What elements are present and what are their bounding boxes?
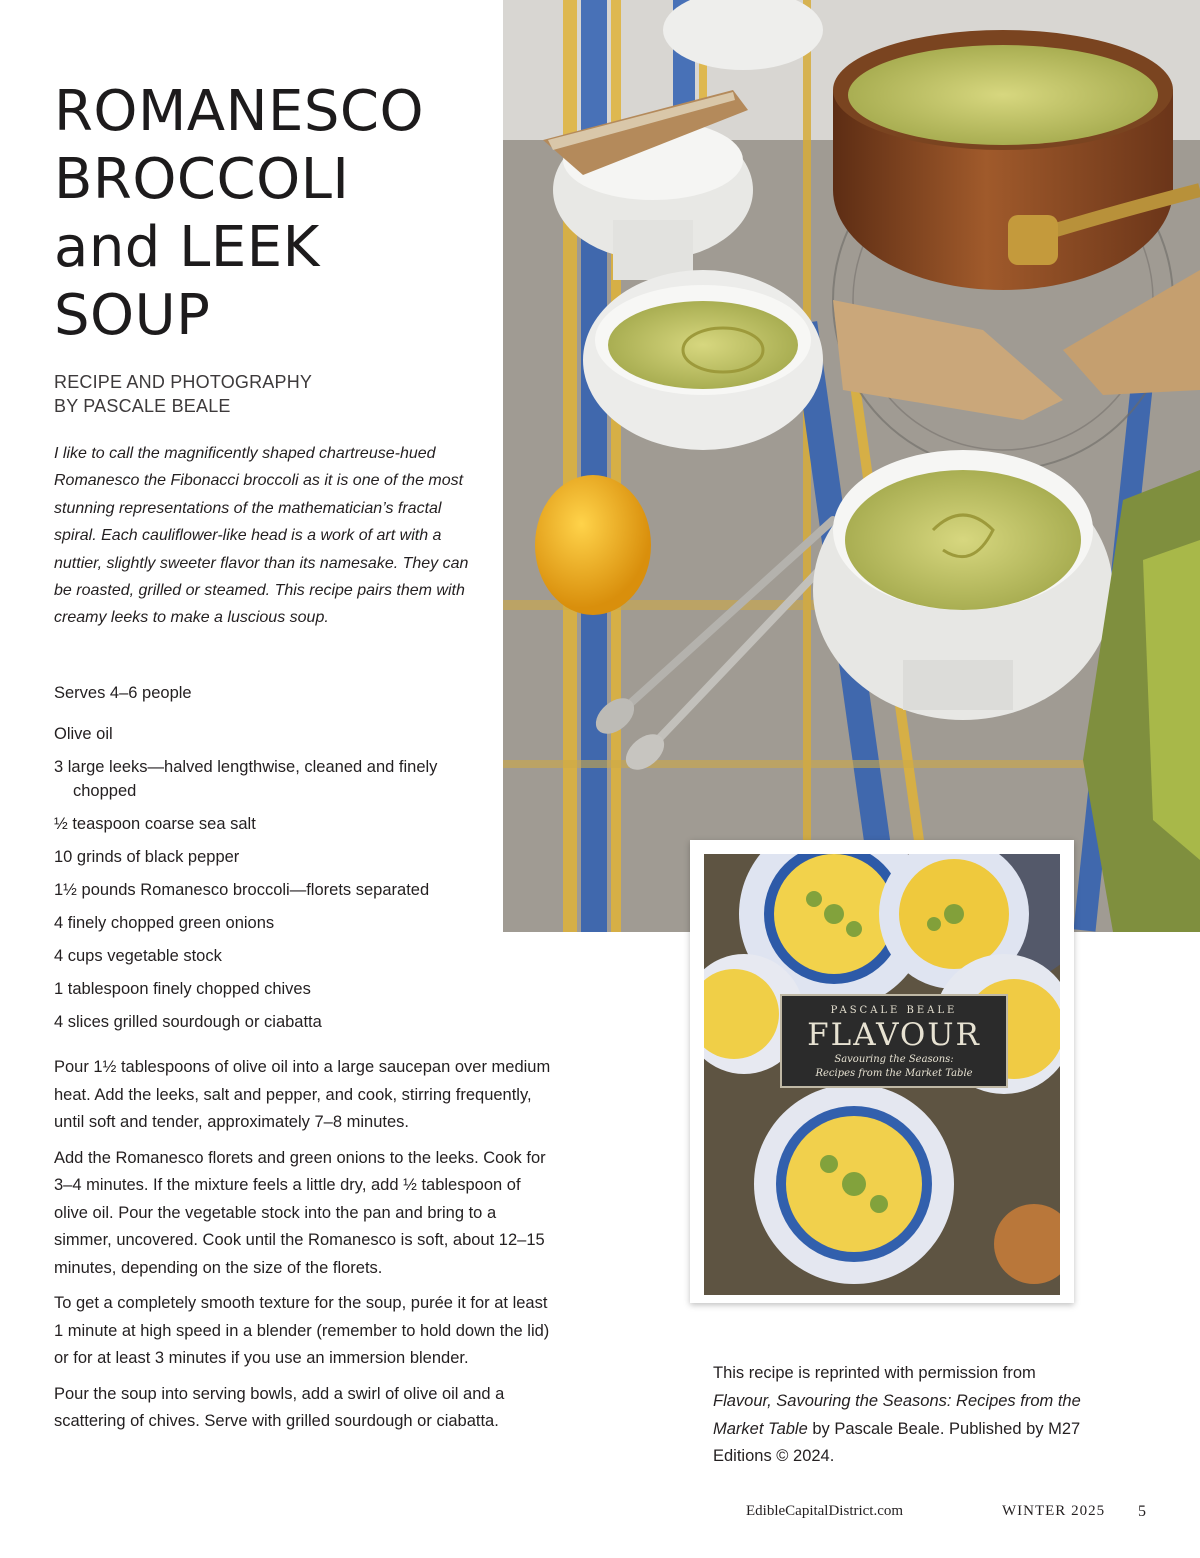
footer-website: EdibleCapitalDistrict.com <box>746 1503 904 1519</box>
book-author: PASCALE BEALE <box>830 1005 958 1016</box>
ingredient-item: 4 finely chopped green onions <box>54 914 275 932</box>
title-line: ROMANESCO <box>54 79 425 144</box>
serves-count: Serves 4–6 people <box>54 684 192 702</box>
book-cover-image <box>704 854 1060 1295</box>
footer-issue: WINTER 2025 <box>1002 1503 1106 1519</box>
book-title: FLAVOUR <box>807 1017 981 1053</box>
title-line: and LEEK <box>54 215 320 280</box>
book-cover <box>690 840 1074 1303</box>
title-line: SOUP <box>54 283 211 348</box>
method-step: Add the Romanesco florets and green onions to the leeks. Cook for 3–4 minutes. If the mixture feels a little dry, add ½ tablespoon of olive oil. Pour the vegetable stock into the pan and bring to a simmer, uncovered. Cook until the Romanesco is soft, about 12–15 minutes, depending on the size of the florets. <box>54 1148 546 1277</box>
method-step: Pour 1½ tablespoons of olive oil into a large saucepan over medium heat. Add the leeks, salt and pepper, and cook, stirring frequently, until soft and tender, approximately 7–8 minutes. <box>54 1058 551 1131</box>
byline-line: RECIPE AND PHOTOGRAPHY <box>54 372 313 392</box>
ingredient-item: 4 cups vegetable stock <box>54 947 222 965</box>
ingredient-item: 1 tablespoon finely chopped chives <box>54 980 311 998</box>
ingredient-item: 1½ pounds Romanesco broccoli—florets separated <box>54 881 430 899</box>
ingredient-list <box>54 722 484 1043</box>
credit-prefix: This recipe is reprinted with permission from <box>713 1364 1036 1382</box>
byline-line: BY PASCALE BEALE <box>54 396 231 416</box>
reprint-credit <box>713 1360 1083 1471</box>
method-step: Pour the soup into serving bowls, add a swirl of olive oil and a scattering of chives. Serve with grilled sourdough or ciabatta. <box>54 1384 505 1430</box>
credit-book-title: Flavour, Savouring the Seasons: Recipes from the Market Table <box>713 1391 1081 1438</box>
book-title-plaque <box>780 994 1008 1088</box>
title-line: BROCCOLI <box>54 147 350 212</box>
credit-suffix: by Pascale Beale. Published by M27 Editions © 2024. <box>713 1419 1081 1466</box>
ingredient-item: 4 slices grilled sourdough or ciabatta <box>54 1013 322 1031</box>
page-number: 5 <box>1138 1503 1146 1520</box>
method-steps <box>54 1054 554 1444</box>
ingredient-item: 10 grinds of black pepper <box>54 848 240 866</box>
recipe-title <box>54 78 494 350</box>
ingredient-item: ½ teaspoon coarse sea salt <box>54 815 256 833</box>
book-subtitle-line: Recipes from the Market Table <box>815 1068 973 1079</box>
ingredient-item: Olive oil <box>54 725 113 743</box>
method-step: To get a completely smooth texture for the soup, purée it for at least 1 minute at high speed in a blender (remember to hold down the lid) or for at least 3 minutes if you use an immersion blender. <box>54 1294 550 1367</box>
soup-photograph <box>503 0 1200 932</box>
byline <box>54 370 454 418</box>
intro-paragraph: I like to call the magnificently shaped chartreuse-hued Romanesco the Fibonacci broccoli as it is one of the most stunning representations of the mathematician’s fractal spiral. Each cauliflower-like head is a work of art with a nuttier, slightly sweeter flavor than its namesake. They can be roasted, grilled or steamed. This recipe pairs them with creamy leeks to make a luscious soup. <box>54 445 469 627</box>
book-subtitle-line: Savouring the Seasons: <box>834 1054 954 1065</box>
ingredient-item: 3 large leeks—halved lengthwise, cleaned and finely chopped <box>54 758 438 800</box>
